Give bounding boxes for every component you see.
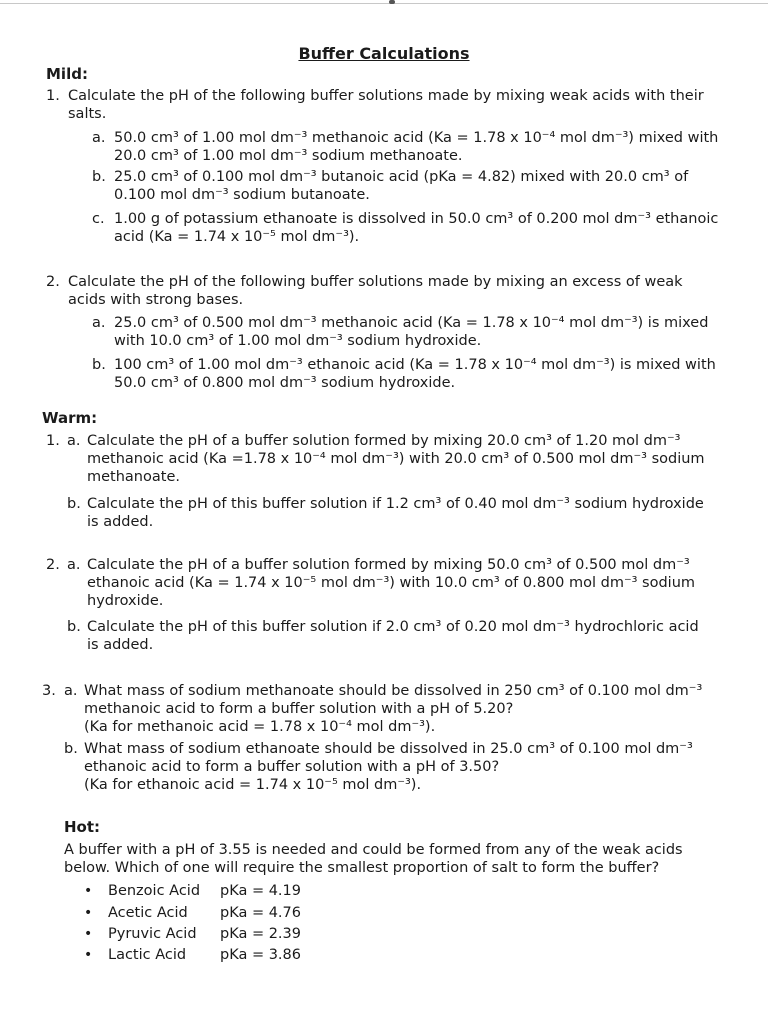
- acid-item: [84, 883, 384, 903]
- acid-pka: pKa = 2.39: [220, 926, 301, 942]
- part-text: is added.: [87, 514, 154, 530]
- question-number: 1.: [46, 433, 60, 449]
- part-label: a.: [67, 557, 81, 573]
- question-text: A buffer with a pH of 3.55 is needed and could be formed from any of the weak acids: [64, 842, 683, 858]
- part-text: 0.100 mol dm⁻³ sodium butanoate.: [114, 187, 370, 203]
- question-text: acids with strong bases.: [68, 292, 244, 308]
- mild-heading: Mild:: [46, 65, 88, 83]
- part-label: b.: [67, 496, 81, 512]
- bullet-icon: •: [84, 905, 93, 921]
- part-text: acid (Ka = 1.74 x 10⁻⁵ mol dm⁻³).: [114, 229, 360, 245]
- part-text: Calculate the pH of this buffer solution if 1.2 cm³ of 0.40 mol dm⁻³ sodium hydroxide: [87, 496, 704, 512]
- part-text: methanoic acid to form a buffer solution with a pH of 5.20?: [84, 701, 514, 717]
- acid-pka: pKa = 4.19: [220, 883, 301, 899]
- part-text: with 10.0 cm³ of 1.00 mol dm⁻³ sodium hydroxide.: [114, 333, 482, 349]
- part-label: b.: [92, 169, 106, 185]
- part-text: (Ka for ethanoic acid = 1.74 x 10⁻⁵ mol dm⁻³).: [84, 777, 422, 793]
- acid-name: Acetic Acid: [108, 905, 188, 921]
- part-text: Calculate the pH of a buffer solution formed by mixing 50.0 cm³ of 0.500 mol dm⁻³: [87, 557, 690, 573]
- hot-question: [64, 841, 683, 877]
- acid-name: Lactic Acid: [108, 947, 187, 963]
- bullet-icon: •: [84, 947, 93, 963]
- question-text: Calculate the pH of the following buffer solutions made by mixing an excess of weak: [68, 274, 683, 290]
- part-text: methanoic acid (Ka =1.78 x 10⁻⁴ mol dm⁻³) with 20.0 cm³ of 0.500 mol dm⁻³ sodium: [87, 451, 705, 467]
- scan-mark: [389, 0, 395, 4]
- hot-heading: Hot:: [64, 818, 101, 836]
- part-label: b.: [64, 741, 78, 757]
- part-text: 25.0 cm³ of 0.500 mol dm⁻³ methanoic acid (Ka = 1.78 x 10⁻⁴ mol dm⁻³) is mixed: [114, 315, 709, 331]
- acid-name: Benzoic Acid: [108, 883, 201, 899]
- question-text: salts.: [68, 106, 107, 122]
- scan-top-edge: [0, 3, 768, 4]
- bullet-icon: •: [84, 926, 93, 942]
- part-text: 100 cm³ of 1.00 mol dm⁻³ ethanoic acid (Ka = 1.78 x 10⁻⁴ mol dm⁻³) is mixed with: [114, 357, 716, 373]
- part-text: What mass of sodium methanoate should be dissolved in 250 cm³ of 0.100 mol dm⁻³: [84, 683, 703, 699]
- acid-item: [84, 926, 384, 946]
- part-label: a.: [67, 433, 81, 449]
- page-title: Buffer Calculations: [298, 44, 470, 63]
- part-text: Calculate the pH of this buffer solution if 2.0 cm³ of 0.20 mol dm⁻³ hydrochloric acid: [87, 619, 699, 635]
- question-number: 1.: [46, 88, 60, 104]
- part-label: c.: [92, 211, 105, 227]
- part-label: a.: [92, 315, 106, 331]
- part-text: 25.0 cm³ of 0.100 mol dm⁻³ butanoic acid (pKa = 4.82) mixed with 20.0 cm³ of: [114, 169, 689, 185]
- part-text: 50.0 cm³ of 0.800 mol dm⁻³ sodium hydroxide.: [114, 375, 456, 391]
- question-number: 3.: [42, 683, 56, 699]
- question-text: Calculate the pH of the following buffer solutions made by mixing weak acids with their: [68, 88, 704, 104]
- question-number: 2.: [46, 557, 60, 573]
- part-text: methanoate.: [87, 469, 180, 485]
- acid-pka: pKa = 4.76: [220, 905, 301, 921]
- warm-heading: Warm:: [42, 409, 98, 427]
- part-text: Calculate the pH of a buffer solution formed by mixing 20.0 cm³ of 1.20 mol dm⁻³: [87, 433, 681, 449]
- part-text: What mass of sodium ethanoate should be dissolved in 25.0 cm³ of 0.100 mol dm⁻³: [84, 741, 693, 757]
- part-text: is added.: [87, 637, 154, 653]
- part-text: (Ka for methanoic acid = 1.78 x 10⁻⁴ mol dm⁻³).: [84, 719, 436, 735]
- part-text: 20.0 cm³ of 1.00 mol dm⁻³ sodium methanoate.: [114, 148, 463, 164]
- part-label: a.: [64, 683, 78, 699]
- part-text: 50.0 cm³ of 1.00 mol dm⁻³ methanoic acid (Ka = 1.78 x 10⁻⁴ mol dm⁻³) mixed with: [114, 130, 719, 146]
- part-label: b.: [67, 619, 81, 635]
- acid-pka: pKa = 3.86: [220, 947, 301, 963]
- part-text: 1.00 g of potassium ethanoate is dissolved in 50.0 cm³ of 0.200 mol dm⁻³ ethanoic: [114, 211, 719, 227]
- bullet-icon: •: [84, 883, 93, 899]
- acid-item: [84, 905, 384, 925]
- part-label: a.: [92, 130, 106, 146]
- question-text: below. Which of one will require the smallest proportion of salt to form the buffer?: [64, 860, 660, 876]
- acid-name: Pyruvic Acid: [108, 926, 197, 942]
- part-text: hydroxide.: [87, 593, 164, 609]
- acid-item: [84, 947, 384, 967]
- question-number: 2.: [46, 274, 60, 290]
- part-text: ethanoic acid (Ka = 1.74 x 10⁻⁵ mol dm⁻³) with 10.0 cm³ of 0.800 mol dm⁻³ sodium: [87, 575, 696, 591]
- part-label: b.: [92, 357, 106, 373]
- part-text: ethanoic acid to form a buffer solution with a pH of 3.50?: [84, 759, 500, 775]
